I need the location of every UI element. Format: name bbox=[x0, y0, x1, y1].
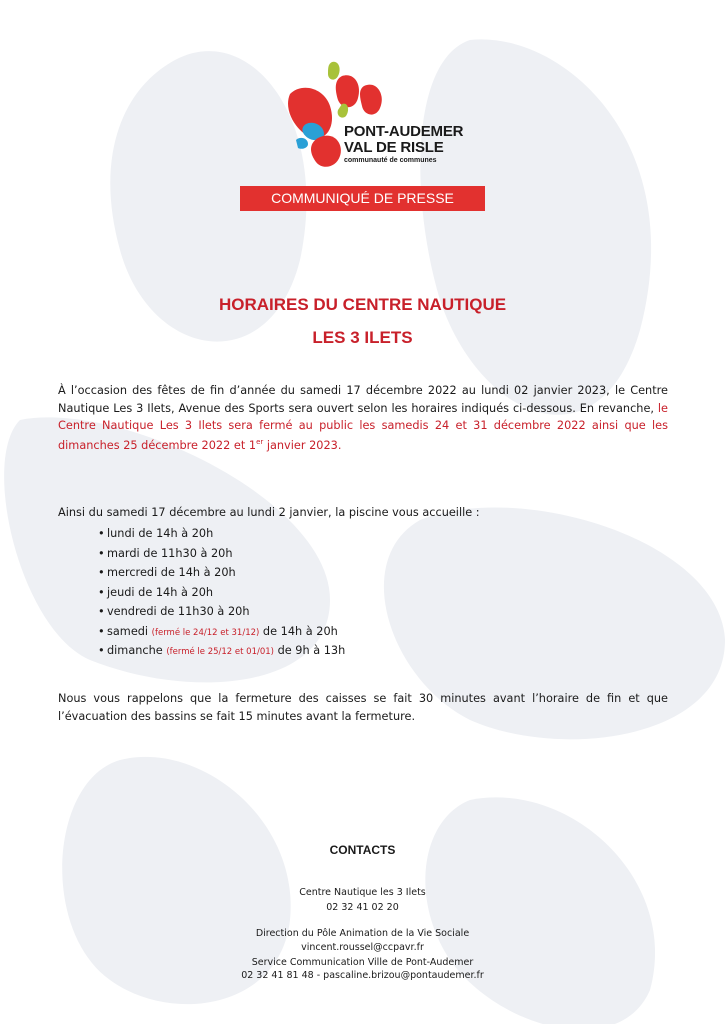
list-item bbox=[98, 524, 345, 544]
logo-line-1: PONT-AUDEMER bbox=[344, 123, 464, 140]
schedule-text: lundi de 14h à 20h bbox=[107, 527, 214, 540]
intro-text: À l’occasion des fêtes de fin d’année du samedi 17 décembre 2022 au lundi 02 janvier 2023, le Centre Nautique Les 3 Ilets, Avenue des Sports sera ouvert selon les horaires indiqués ci-dessous. En revanche, bbox=[58, 384, 668, 415]
page-title-line-1: HORAIRES DU CENTRE NAUTIQUE bbox=[218, 295, 507, 314]
bullet-icon: • bbox=[98, 644, 105, 657]
schedule-intro: Ainsi du samedi 17 décembre au lundi 2 janvier, la piscine vous accueille : bbox=[58, 506, 480, 519]
closure-note: (fermé le 25/12 et 01/01) bbox=[166, 647, 274, 657]
schedule-hours: de 9h à 13h bbox=[273, 644, 346, 657]
logo-line-3: communauté de communes bbox=[344, 157, 437, 164]
schedule-text: mercredi de 14h à 20h bbox=[107, 566, 236, 579]
bullet-icon: • bbox=[98, 605, 105, 618]
contact-line: Direction du Pôle Animation de la Vie Sociale bbox=[255, 928, 470, 939]
list-item bbox=[98, 563, 345, 583]
bullet-icon: • bbox=[98, 585, 105, 599]
logo-wordmark bbox=[344, 124, 463, 164]
schedule-list bbox=[98, 524, 345, 661]
list-item bbox=[98, 544, 345, 564]
schedule-day: dimanche bbox=[107, 644, 167, 657]
closure-note: (fermé le 24/12 et 31/12) bbox=[151, 627, 260, 638]
press-release-banner: COMMUNIQUÉ DE PRESSE bbox=[240, 186, 485, 211]
closure-end: janvier 2023. bbox=[263, 439, 342, 453]
contact-line: Service Communication Ville de Pont-Audemer bbox=[251, 957, 474, 968]
page-title-line-2: LES 3 ILETS bbox=[312, 328, 413, 347]
bullet-icon: • bbox=[98, 624, 105, 638]
contact-line: Centre Nautique les 3 Ilets bbox=[299, 887, 426, 898]
schedule-text: jeudi de 14h à 20h bbox=[107, 585, 214, 599]
list-item bbox=[98, 583, 345, 603]
list-item bbox=[98, 641, 345, 661]
schedule-text: vendredi de 11h30 à 20h bbox=[107, 605, 250, 618]
schedule-hours: de 14h à 20h bbox=[259, 624, 338, 638]
closure-sup: er bbox=[256, 438, 264, 447]
bullet-icon: • bbox=[98, 546, 105, 560]
bullet-icon: • bbox=[98, 527, 105, 540]
schedule-text: mardi de 11h30 à 20h bbox=[107, 546, 233, 560]
bullet-icon: • bbox=[98, 566, 105, 579]
contact-email[interactable]: vincent.roussel@ccpavr.fr bbox=[301, 942, 424, 953]
logo-line-2: VAL DE RISLE bbox=[344, 139, 444, 156]
closure-text: le Centre Nautique Les 3 Ilets sera fermé au public les samedis 24 et 31 décembre 2022 ainsi que les dimanches 25 décembre 2022 et 1 bbox=[58, 401, 668, 453]
list-item bbox=[98, 602, 345, 622]
list-item bbox=[98, 622, 345, 642]
intro-paragraph bbox=[58, 382, 668, 455]
contact-phone-email[interactable]: 02 32 41 81 48 - pascaline.brizou@pontaudemer.fr bbox=[241, 970, 484, 981]
contacts-heading: CONTACTS bbox=[329, 843, 396, 857]
schedule-day: samedi bbox=[107, 624, 152, 638]
closing-note: Nous vous rappelons que la fermeture des caisses se fait 30 minutes avant l’horaire de fin et que l’évacuation des bassins se fait 15 minutes avant la fermeture. bbox=[58, 692, 668, 723]
contact-phone: 02 32 41 02 20 bbox=[326, 902, 399, 913]
